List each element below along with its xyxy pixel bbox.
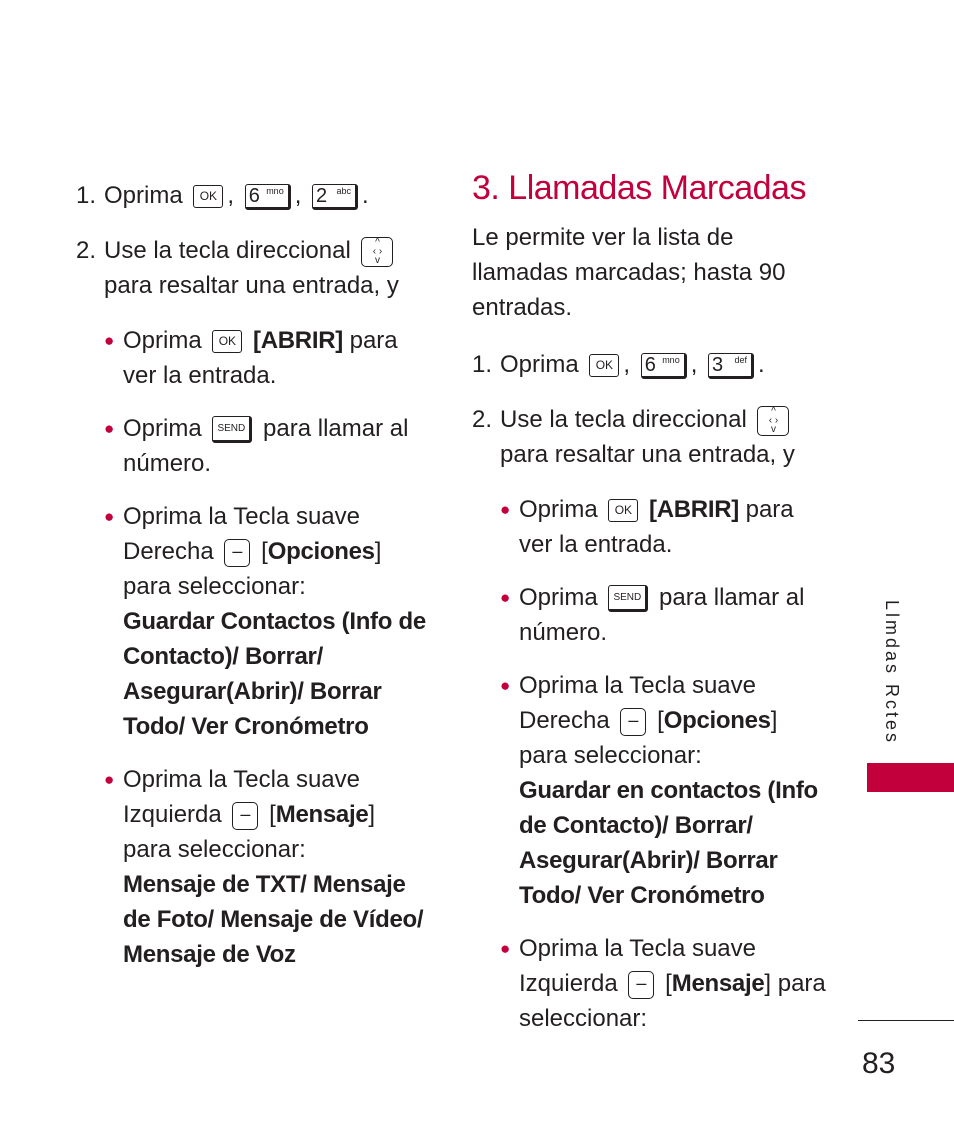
step-number: 2. <box>472 406 493 433</box>
left-soft-key-icon: – <box>628 971 654 999</box>
abrir-label: [ABRIR] <box>253 327 343 354</box>
page-number: 83 <box>862 1047 896 1080</box>
bullet-opciones: ● Oprima la Tecla suave Derecha – [Opciones] para seleccionar: Guardar Contactos (Info de Contacto)/ Borrar/ Asegurar(Abrir)/ Borrar Todo/ Ver Cronómetro <box>104 499 426 744</box>
abrir-label: [ABRIR] <box>649 496 739 523</box>
step-text: Use la tecla direccional <box>104 237 351 264</box>
right-soft-key-icon: – <box>224 539 250 567</box>
ok-key-icon: OK <box>608 499 638 522</box>
chapter-tab <box>867 763 954 792</box>
opciones-label: Opciones <box>267 538 375 565</box>
step-number: 1. <box>76 182 97 209</box>
right-soft-key-icon: – <box>620 708 646 736</box>
bullet-send: ● Oprima SEND para llamar al número. <box>104 411 426 481</box>
bullet-icon: ● <box>500 676 511 695</box>
key-6-icon: 6 mno <box>641 353 687 379</box>
navigation-key-icon: ^ ‹ › v <box>361 237 393 267</box>
ok-key-icon: OK <box>589 354 619 377</box>
step-2 <box>472 402 832 472</box>
step-number: 2. <box>76 237 97 264</box>
options-list: Guardar Contactos (Info de Contacto)/ Borrar/ Asegurar(Abrir)/ Borrar Todo/ Ver Cronómetro <box>123 608 426 740</box>
navigation-key-icon: ^ ‹ › v <box>757 406 789 436</box>
step-text: Oprima <box>104 182 183 209</box>
mensaje-label: Mensaje <box>275 801 369 828</box>
right-column <box>472 168 832 1054</box>
send-key-icon: SEND <box>608 585 648 612</box>
bullet-icon: ● <box>500 588 511 607</box>
opciones-label: Opciones <box>663 707 771 734</box>
left-column <box>76 178 426 990</box>
bullet-abrir: ● Oprima OK [ABRIR] para ver la entrada. <box>104 323 426 393</box>
section-title: 3. Llamadas Marcadas <box>472 169 806 207</box>
bullet-send: ● Oprima SEND para llamar al número. <box>500 580 832 650</box>
chapter-side-label: Llmdas Rctes <box>882 600 902 746</box>
step-text: para resaltar una entrada, y <box>500 441 795 468</box>
ok-key-icon: OK <box>212 330 242 353</box>
separator: , <box>294 182 302 209</box>
options-list: Guardar en contactos (Info de Contacto)/ Borrar/ Asegurar(Abrir)/ Borrar Todo/ Ver Cronómetro <box>519 777 818 909</box>
period: . <box>362 182 369 209</box>
bullet-abrir: ● Oprima OK [ABRIR] para ver la entrada. <box>500 492 832 562</box>
options-list: Mensaje de TXT/ Mensaje de Foto/ Mensaje de Vídeo/ Mensaje de Voz <box>123 871 424 968</box>
step-2 <box>76 233 426 303</box>
mensaje-label: Mensaje <box>671 970 765 997</box>
period: . <box>758 351 765 378</box>
bullet-icon: ● <box>104 419 115 438</box>
bullet-icon: ● <box>104 507 115 526</box>
separator: , <box>227 182 235 209</box>
separator: , <box>690 351 698 378</box>
section-intro: Le permite ver la lista de llamadas marcadas; hasta 90 entradas. <box>472 224 786 321</box>
step-text: Use la tecla direccional <box>500 406 747 433</box>
bullet-icon: ● <box>104 770 115 789</box>
ok-key-icon: OK <box>193 185 223 208</box>
step-number: 1. <box>472 351 493 378</box>
left-soft-key-icon: – <box>232 802 258 830</box>
bullet-icon: ● <box>500 500 511 519</box>
bullet-mensaje: ● Oprima la Tecla suave Izquierda – [Mensaje] para seleccionar: <box>500 931 832 1036</box>
bullet-icon: ● <box>500 939 511 958</box>
bullet-icon: ● <box>104 331 115 350</box>
step-text: para resaltar una entrada, y <box>104 272 399 299</box>
key-6-icon: 6 mno <box>245 184 291 210</box>
bullet-mensaje: ● Oprima la Tecla suave Izquierda – [Mensaje] para seleccionar: Mensaje de TXT/ Mensaje de Foto/ Mensaje de Vídeo/ Mensaje de Voz <box>104 762 426 972</box>
step-1 <box>76 178 426 213</box>
page-number-rule <box>858 1020 954 1021</box>
key-2-icon: 2 abc <box>312 184 358 210</box>
separator: , <box>623 351 631 378</box>
step-1 <box>472 347 832 382</box>
key-3-icon: 3 def <box>708 353 754 379</box>
bullet-opciones: ● Oprima la Tecla suave Derecha – [Opciones] para seleccionar: Guardar en contactos (Info de Contacto)/ Borrar/ Asegurar(Abrir)/ Borrar Todo/ Ver Cronómetro <box>500 668 832 913</box>
send-key-icon: SEND <box>212 416 252 443</box>
step-text: Oprima <box>500 351 579 378</box>
